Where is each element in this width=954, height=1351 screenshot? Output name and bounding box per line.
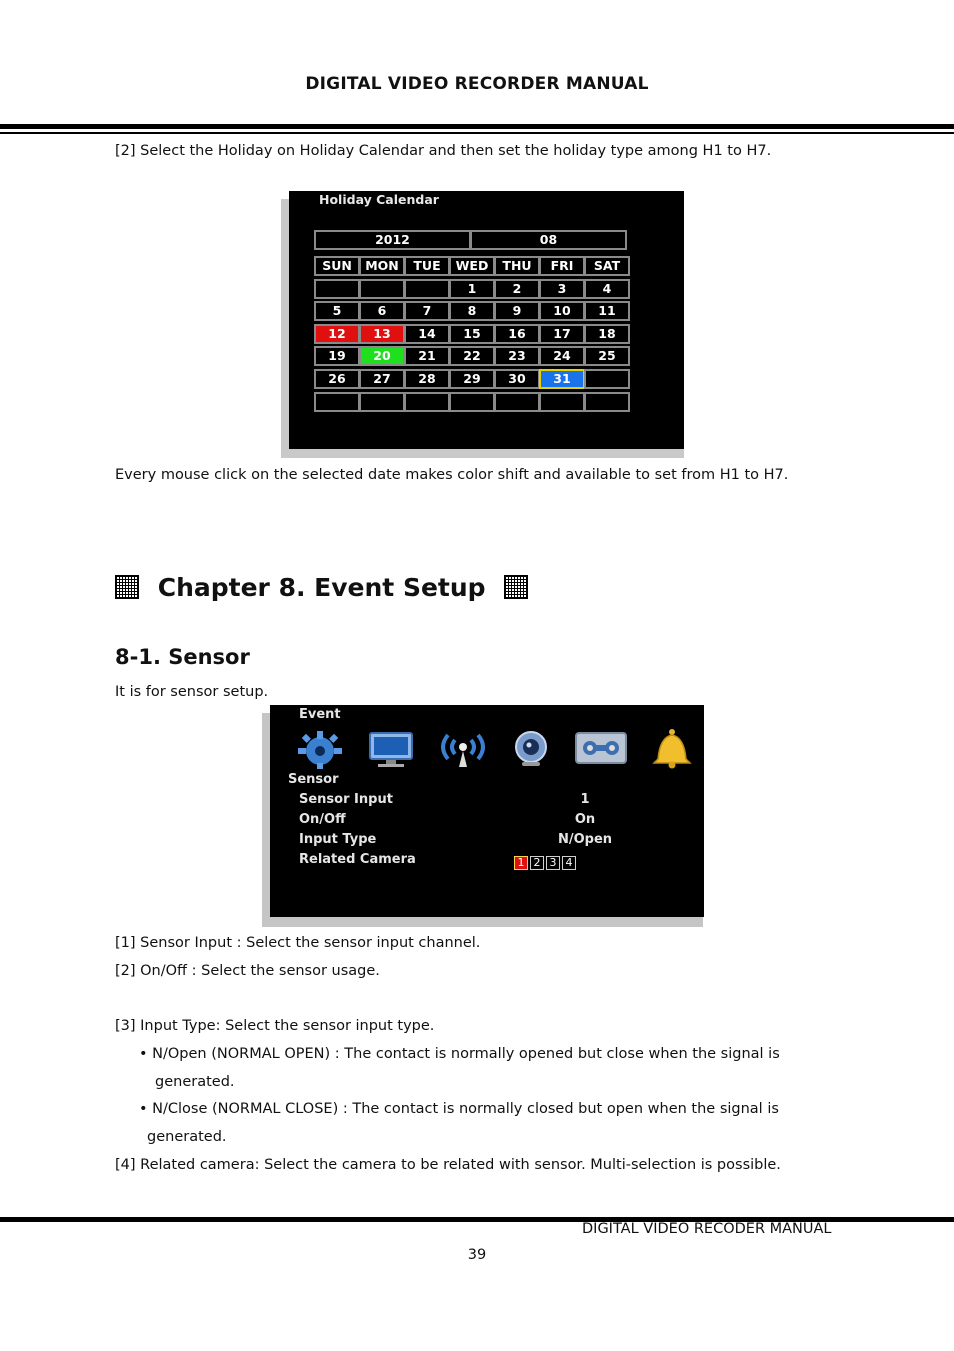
calendar-date-cell[interactable]: 4	[584, 279, 630, 299]
calendar-date-cell[interactable]	[314, 392, 360, 412]
bullet-n-open: • N/Open (NORMAL OPEN) : The contact is normally opened but close when the signal is	[139, 1046, 780, 1062]
calendar-date-cell[interactable]: 2	[494, 279, 540, 299]
calendar-date-cell[interactable]	[494, 392, 540, 412]
calendar-day-header: THU	[494, 256, 540, 276]
header-rule-thin	[0, 132, 954, 134]
webcam-icon[interactable]	[510, 729, 552, 769]
bell-icon[interactable]	[648, 727, 696, 769]
calendar-date-cell[interactable]: 15	[449, 324, 495, 344]
calendar-date-cell[interactable]: 29	[449, 369, 495, 389]
calendar-day-header: MON	[359, 256, 405, 276]
monitor-icon[interactable]	[368, 731, 414, 769]
calendar-date-cell[interactable]: 23	[494, 346, 540, 366]
item-input-type: [3] Input Type: Select the sensor input type.	[115, 1018, 435, 1034]
page-header-title: DIGITAL VIDEO RECORDER MANUAL	[305, 74, 649, 94]
holiday-calendar-screen	[289, 191, 684, 449]
calendar-date-cell[interactable]: 12	[314, 324, 360, 344]
calendar-date-cell[interactable]: 14	[404, 324, 450, 344]
calendar-date-cell[interactable]: 9	[494, 301, 540, 321]
calendar-date-cell[interactable]: 1	[449, 279, 495, 299]
calendar-date-cell[interactable]: 6	[359, 301, 405, 321]
sensor-row-label: Input Type	[299, 832, 377, 847]
item-sensor-input: [1] Sensor Input : Select the sensor input channel.	[115, 935, 481, 951]
calendar-date-cell[interactable]: 19	[314, 346, 360, 366]
sensor-row-label: On/Off	[299, 812, 346, 827]
sensor-row-value[interactable]: N/Open	[557, 832, 613, 847]
calendar-date-cell[interactable]	[359, 279, 405, 299]
calendar-date-cell[interactable]: 26	[314, 369, 360, 389]
bullet-n-close: • N/Close (NORMAL CLOSE) : The contact is normally closed but open when the signal is	[139, 1101, 779, 1117]
hatch-icon	[504, 575, 528, 599]
calendar-title: Holiday Calendar	[319, 192, 439, 207]
calendar-date-cell[interactable]: 31	[539, 369, 585, 389]
camera-checkbox[interactable]: 1	[514, 856, 528, 870]
calendar-date-cell[interactable]: 22	[449, 346, 495, 366]
calendar-date-cell[interactable]	[449, 392, 495, 412]
calendar-year[interactable]: 2012	[314, 230, 471, 250]
sensor-row-label: Related Camera	[299, 852, 416, 867]
calendar-date-cell[interactable]: 5	[314, 301, 360, 321]
sensor-row-label: Sensor Input	[299, 792, 393, 807]
calendar-date-cell[interactable]: 20	[359, 346, 405, 366]
intro-paragraph: [2] Select the Holiday on Holiday Calendar and then set the holiday type among H1 to H7.	[115, 143, 772, 159]
calendar-date-cell[interactable]: 13	[359, 324, 405, 344]
section-title: 8-1. Sensor	[115, 645, 250, 669]
calendar-day-header: FRI	[539, 256, 585, 276]
gear-icon[interactable]	[294, 727, 346, 771]
event-title: Event	[299, 707, 341, 722]
calendar-date-cell[interactable]	[584, 392, 630, 412]
camera-checkbox[interactable]: 4	[562, 856, 576, 870]
sensor-group-label: Sensor	[288, 772, 339, 787]
calendar-date-cell[interactable]: 30	[494, 369, 540, 389]
calendar-date-cell[interactable]	[404, 392, 450, 412]
calendar-note: Every mouse click on the selected date makes color shift and available to set from H1 to H7.	[115, 467, 789, 483]
event-setup-screen	[270, 705, 704, 917]
calendar-date-cell[interactable]: 16	[494, 324, 540, 344]
footer-title: DIGITAL VIDEO RECODER MANUAL	[582, 1221, 832, 1237]
related-camera-selector	[514, 851, 578, 870]
calendar-day-header: SAT	[584, 256, 630, 276]
calendar-date-cell[interactable]: 8	[449, 301, 495, 321]
sensor-row-value[interactable]: 1	[580, 792, 590, 807]
chapter-heading	[115, 573, 528, 602]
camera-checkbox[interactable]: 2	[530, 856, 544, 870]
chapter-title: Chapter 8. Event Setup	[157, 573, 486, 602]
calendar-date-cell[interactable]: 27	[359, 369, 405, 389]
calendar-day-header: WED	[449, 256, 495, 276]
item-related-camera: [4] Related camera: Select the camera to be related with sensor. Multi-selection is possible.	[115, 1157, 781, 1173]
recorder-icon[interactable]	[574, 731, 628, 767]
section-subtitle: It is for sensor setup.	[115, 684, 269, 700]
calendar-date-cell[interactable]	[314, 279, 360, 299]
calendar-date-cell[interactable]	[359, 392, 405, 412]
page-number: 39	[467, 1247, 487, 1263]
camera-checkbox[interactable]: 3	[546, 856, 560, 870]
calendar-date-cell[interactable]: 24	[539, 346, 585, 366]
calendar-date-cell[interactable]: 11	[584, 301, 630, 321]
calendar-day-header: TUE	[404, 256, 450, 276]
calendar-date-cell[interactable]: 10	[539, 301, 585, 321]
calendar-date-cell[interactable]: 7	[404, 301, 450, 321]
wireless-signal-icon[interactable]	[436, 729, 490, 769]
calendar-date-cell[interactable]	[539, 392, 585, 412]
bullet-n-open-cont: generated.	[155, 1074, 235, 1090]
item-on-off: [2] On/Off : Select the sensor usage.	[115, 963, 380, 979]
calendar-month[interactable]: 08	[470, 230, 627, 250]
header-rule	[0, 124, 954, 129]
calendar-date-cell[interactable]	[404, 279, 450, 299]
calendar-date-cell[interactable]: 25	[584, 346, 630, 366]
sensor-row-value[interactable]: On	[574, 812, 596, 827]
calendar-date-cell[interactable]: 3	[539, 279, 585, 299]
calendar-date-cell[interactable]	[584, 369, 630, 389]
hatch-icon	[115, 575, 139, 599]
bullet-n-close-cont: generated.	[147, 1129, 227, 1145]
calendar-date-cell[interactable]: 21	[404, 346, 450, 366]
calendar-date-cell[interactable]: 28	[404, 369, 450, 389]
calendar-date-cell[interactable]: 18	[584, 324, 630, 344]
calendar-date-cell[interactable]: 17	[539, 324, 585, 344]
calendar-day-header: SUN	[314, 256, 360, 276]
